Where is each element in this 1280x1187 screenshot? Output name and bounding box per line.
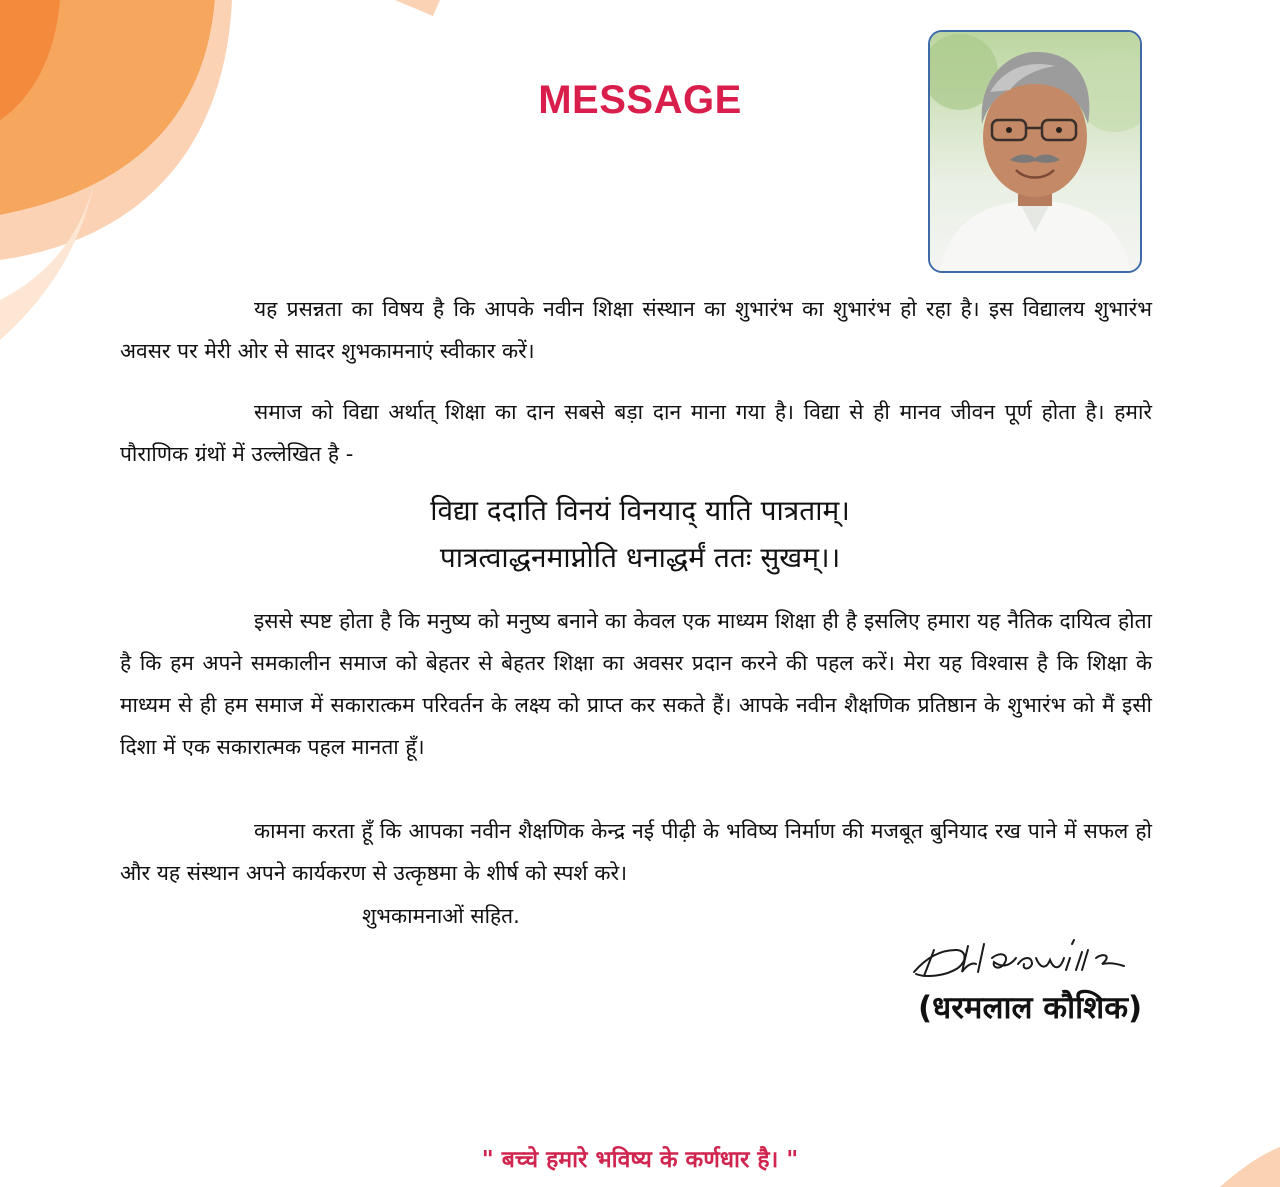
portrait-photo-icon (930, 32, 1140, 271)
message-paragraph: कामना करता हूँ कि आपका नवीन शैक्षणिक केन्द्र नई पीढ़ी के भविष्य निर्माण की मजबूत बुनियाद रख पाने में सफल हो और यह संस्थान अपने कार्यकरण से उत्कृष्ठमा के शीर्ष को स्पर्श करे। (120, 819, 1152, 885)
page-title: MESSAGE (538, 78, 742, 122)
portrait-photo (928, 30, 1142, 273)
message-paragraph: समाज को विद्या अर्थात् शिक्षा का दान सबसे बड़ा दान माना गया है। विद्या से ही मानव जीवन पूर्ण होता है। हमारे पौराणिक ग्रंथों में उल्लेखित है - (120, 400, 1152, 466)
handwritten-signature-icon (906, 928, 1166, 988)
footer-quote: " बच्चे हमारे भविष्य के कर्णधार है। " (481, 1147, 799, 1173)
sanskrit-shloka-line: विद्या ददाति विनयं विनयाद् याति पात्रताम्। (430, 494, 850, 527)
sanskrit-shloka-line: पात्रत्वाद्धनमाप्नोति धनाद्धर्मं ततः सुखम्।। (439, 541, 841, 574)
message-paragraph: इससे स्पष्ट होता है कि मनुष्य को मनुष्य बनाने का केवल एक माध्यम शिक्षा ही है इसलिए हमारा यह नैतिक दायित्व होता है कि हम अपने समकालीन समाज को बेहतर से बेहतर शिक्षा का अवसर प्रदान करने की पहल करें। मेरा यह विश्वास है कि शिक्षा के माध्यम से ही हम समाज में सकारात्कम परिवर्तन के लक्ष्य को प्राप्त कर सकते हैं। आपके नवीन शैक्षणिक प्रतिष्ठान के शुभारंभ को मैं इसी दिशा में एक सकारात्मक पहल मानता हूँ। (120, 609, 1152, 759)
signer-name: (धरमलाल कौशिक) (918, 990, 1143, 1026)
closing-greeting: शुभकामनाओं सहित. (362, 904, 520, 928)
corner-decoration-top-center (395, 0, 455, 20)
message-paragraph: यह प्रसन्नता का विषय है कि आपके नवीन शिक्षा संस्थान का शुभारंभ का शुभारंभ हो रहा है। इस विद्यालय शुभारंभ अवसर पर मेरी ओर से सादर शुभकामनाएं स्वीकार करें। (120, 297, 1152, 363)
